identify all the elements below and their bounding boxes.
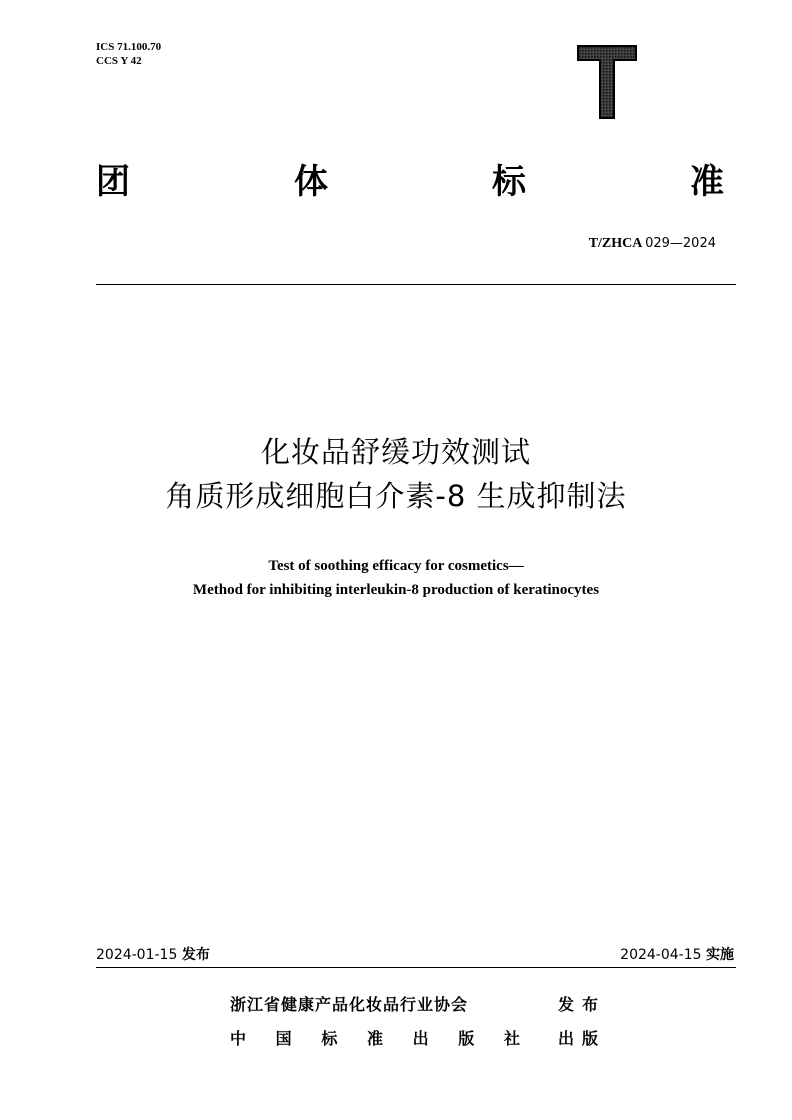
press-char: 国 (275, 1029, 292, 1048)
bottom-divider (96, 967, 736, 968)
standard-number-value: 029—2024 (645, 236, 716, 251)
english-title (0, 554, 792, 602)
standard-number (589, 236, 716, 252)
chinese-title (0, 430, 792, 518)
standard-type-heading (96, 160, 724, 204)
ics-code: ICS 71.100.70 (96, 41, 162, 53)
standard-type-char: 体 (294, 162, 328, 202)
group-standard-logo-t (576, 44, 638, 120)
press-role: 出版 (558, 1029, 607, 1048)
implement-date-label: 实施 (706, 947, 734, 963)
implement-date-value: 2024-04-15 (620, 947, 702, 963)
issuer-row-press (230, 1026, 606, 1049)
publish-date-label: 发布 (181, 947, 210, 963)
issuer-row-publisher (230, 992, 606, 1015)
standard-type-char: 标 (492, 162, 526, 202)
chinese-title-line-2: 角质形成细胞白介素-8 生成抑制法 (165, 479, 627, 513)
ccs-code: CCS Y 42 (96, 55, 142, 67)
publishing-press (230, 1026, 520, 1049)
press-char: 社 (503, 1029, 520, 1048)
top-divider (96, 284, 736, 285)
implement-date (620, 944, 734, 964)
press-char: 准 (366, 1029, 383, 1048)
english-title-line-1: Test of soothing efficacy for cosmetics— (268, 558, 524, 574)
standard-type-char: 团 (96, 162, 130, 202)
english-title-line-2: Method for inhibiting interleukin-8 production of keratinocytes (192, 582, 600, 598)
issuing-role: 发布 (558, 995, 607, 1014)
press-char: 中 (230, 1029, 247, 1048)
issuing-organization: 浙江省健康产品化妆品行业协会 (230, 995, 469, 1014)
publish-date (96, 944, 210, 964)
press-char: 出 (412, 1029, 429, 1048)
standard-type-char: 准 (690, 162, 724, 202)
press-char: 标 (321, 1029, 338, 1048)
standard-number-prefix: T/ZHCA (588, 236, 642, 251)
press-char: 版 (458, 1029, 475, 1048)
classification-codes (96, 40, 161, 68)
chinese-title-line-1: 化妆品舒缓功效测试 (260, 435, 531, 469)
publish-date-value: 2024-01-15 (96, 947, 178, 963)
